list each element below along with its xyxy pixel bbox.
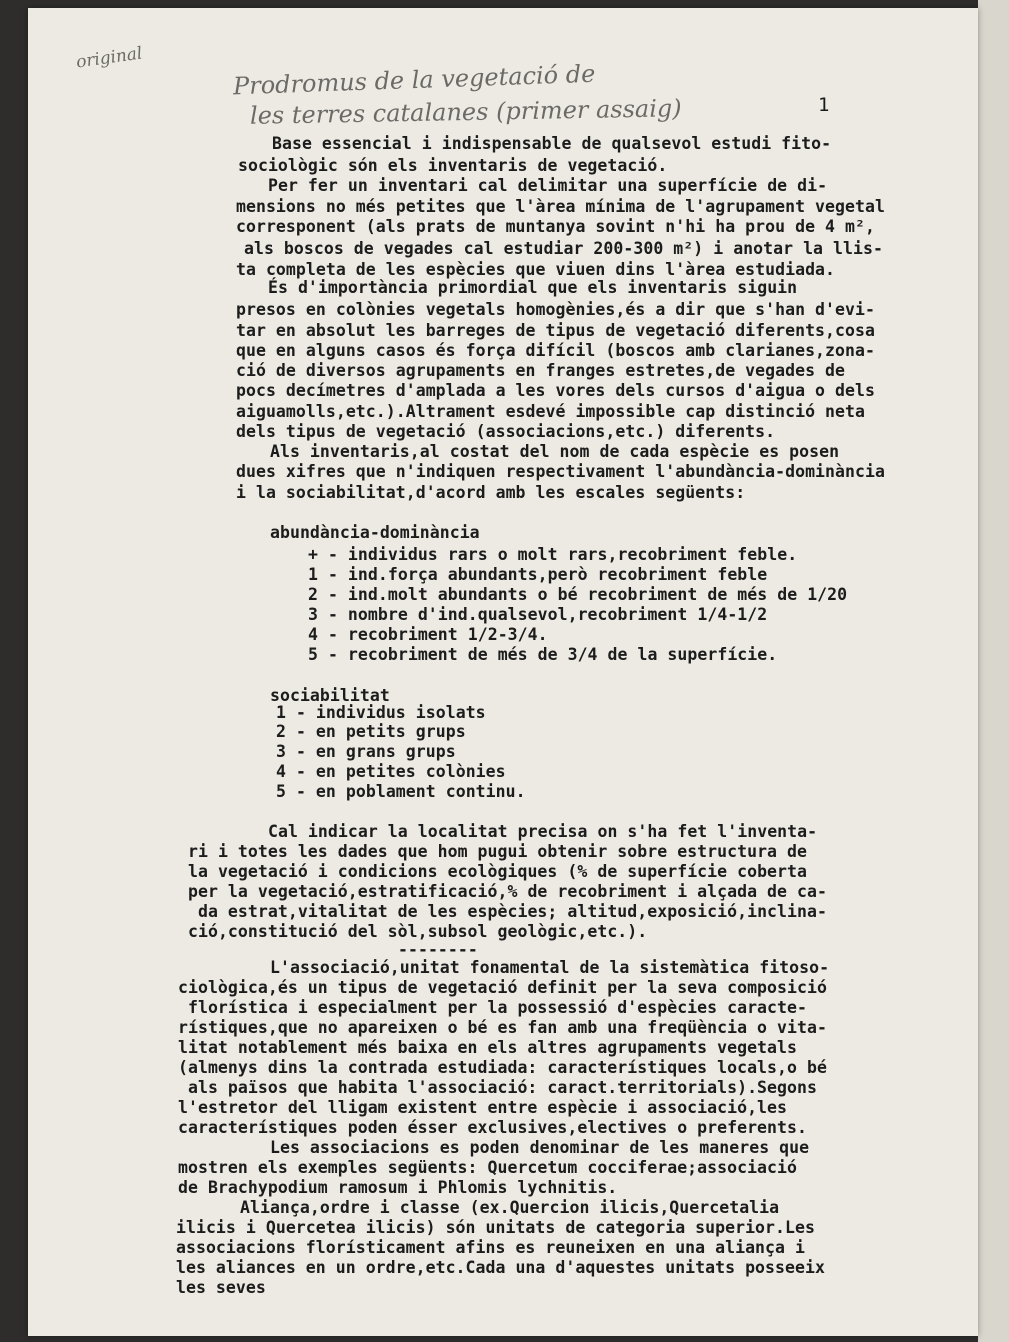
text-line: ció,constitució del sòl,subsol geològic,etc.). [188, 922, 648, 941]
abundance-item: + - individus rars o molt rars,recobriment feble. [308, 545, 798, 564]
sociability-item: 5 - en poblament continu. [276, 782, 526, 801]
text-line: mensions no més petites que l'àrea mínima de l'agrupament vegetal [236, 197, 885, 216]
abundance-item: 2 - ind.molt abundants o bé recobriment de més de 1/20 [308, 585, 848, 604]
text-line: Als inventaris,al costat del nom de cada espècie es posen [270, 442, 840, 461]
text-line: tar en absolut les barreges de tipus de vegetació diferents,cosa [236, 321, 875, 340]
abundance-heading: abundància-dominància [270, 523, 480, 542]
text-line: sociològic són els inventaris de vegetació. [238, 156, 668, 175]
text-line: ilicis i Quercetea ilicis) són unitats de categoria superior.Les [176, 1218, 815, 1237]
text-line: als boscos de vegades cal estudiar 200-300 m²) i anotar la llis- [234, 239, 883, 258]
text-line: Cal indicar la localitat precisa on s'ha fet l'inventa- [268, 822, 818, 841]
page-number: 1 [818, 94, 830, 116]
text-line: aiguamolls,etc.).Altrament esdevé impossible cap distinció neta [236, 402, 865, 421]
text-line: les seves [176, 1278, 266, 1297]
text-line: que en alguns casos és força difícil (boscos amb clarianes,zona- [236, 341, 875, 360]
separator: -------- [398, 940, 478, 959]
abundance-item: 1 - ind.força abundants,però recobriment feble [308, 565, 768, 584]
text-line: ciològica,és un tipus de vegetació definit per la seva composició [178, 978, 827, 997]
text-line: pocs decímetres d'amplada a les vores dels cursos d'aigua o dels [236, 381, 875, 400]
text-line: ta completa de les espècies que viuen dins l'àrea estudiada. [236, 260, 836, 279]
abundance-item: 4 - recobriment 1/2-3/4. [308, 625, 548, 644]
sociability-item: 1 - individus isolats [276, 703, 486, 722]
typewritten-page [28, 8, 978, 1336]
sociability-item: 2 - en petits grups [276, 722, 466, 741]
text-line: ri i totes les dades que hom pugui obtenir sobre estructura de [188, 842, 807, 861]
handwritten-title-line-2: les terres catalanes (primer assaig) [249, 94, 682, 130]
text-line: L'associació,unitat fonamental de la sistemàtica fitoso- [270, 958, 830, 977]
text-line: presos en colònies vegetals homogènies,és a dir que s'han d'evi- [236, 300, 875, 319]
text-line: Aliança,ordre i classe (ex.Quercion ilicis,Quercetalia [240, 1198, 780, 1217]
abundance-item: 5 - recobriment de més de 3/4 de la superfície. [308, 645, 778, 664]
sociability-item: 3 - en grans grups [276, 742, 456, 761]
handwritten-margin-note: original [74, 43, 144, 73]
text-line: als països que habita l'associació: caract.territorials).Segons [178, 1078, 817, 1097]
text-line: Les associacions es poden denominar de les maneres que [270, 1138, 810, 1157]
text-line: Base essencial i indispensable de qualsevol estudi fito- [272, 134, 832, 153]
text-line: de Brachypodium ramosum i Phlomis lychnitis. [178, 1178, 618, 1197]
sociability-item: 4 - en petites colònies [276, 762, 506, 781]
text-line: Per fer un inventari cal delimitar una superfície de di- [268, 176, 828, 195]
text-line: ció de diversos agrupaments en franges estretes,de vegades de [236, 361, 846, 380]
text-line: corresponent (als prats de muntanya sovint n'hi ha prou de 4 m², [236, 217, 875, 236]
text-line: (almenys dins la contrada estudiada: característiques locals,o bé [178, 1058, 827, 1077]
abundance-item: 3 - nombre d'ind.qualsevol,recobriment 1/4-1/2 [308, 605, 768, 624]
sociability-heading: sociabilitat [270, 686, 390, 705]
text-line: dues xifres que n'indiquen respectivament l'abundància-dominància [236, 462, 885, 481]
text-line: florística i especialment per la possessió d'espècies caracte- [178, 998, 807, 1017]
text-line: l'estretor del lligam existent entre espècie i associació,les [178, 1098, 788, 1117]
text-line: característiques poden ésser exclusives,electives o preferents. [178, 1118, 807, 1137]
text-line: mostren els exemples següents: Quercetum cocciferae;associació [178, 1158, 797, 1177]
text-line: dels tipus de vegetació (associacions,etc.) diferents. [236, 422, 776, 441]
text-line: i la sociabilitat,d'acord amb les escales següents: [236, 483, 746, 502]
text-line: per la vegetació,estratificació,% de recobriment i alçada de ca- [188, 882, 827, 901]
text-line: les aliances en un ordre,etc.Cada una d'aquestes unitats posseeix [176, 1258, 825, 1277]
handwritten-title-line-1: Prodromus de la vegetació de [232, 59, 596, 101]
text-line: da estrat,vitalitat de les espècies; altitud,exposició,inclina- [188, 902, 827, 921]
text-line: la vegetació i condicions ecològiques (% de superfície coberta [188, 862, 807, 881]
text-line: litat notablement més baixa en els altres agrupaments vegetals [178, 1038, 797, 1057]
next-page-edge [978, 0, 1009, 1342]
text-line: rístiques,que no apareixen o bé es fan amb una freqüència o vita- [178, 1018, 827, 1037]
text-line: associacions florísticament afins es reuneixen en una aliança i [176, 1238, 805, 1257]
text-line: És d'importància primordial que els inventaris siguin [268, 278, 798, 297]
